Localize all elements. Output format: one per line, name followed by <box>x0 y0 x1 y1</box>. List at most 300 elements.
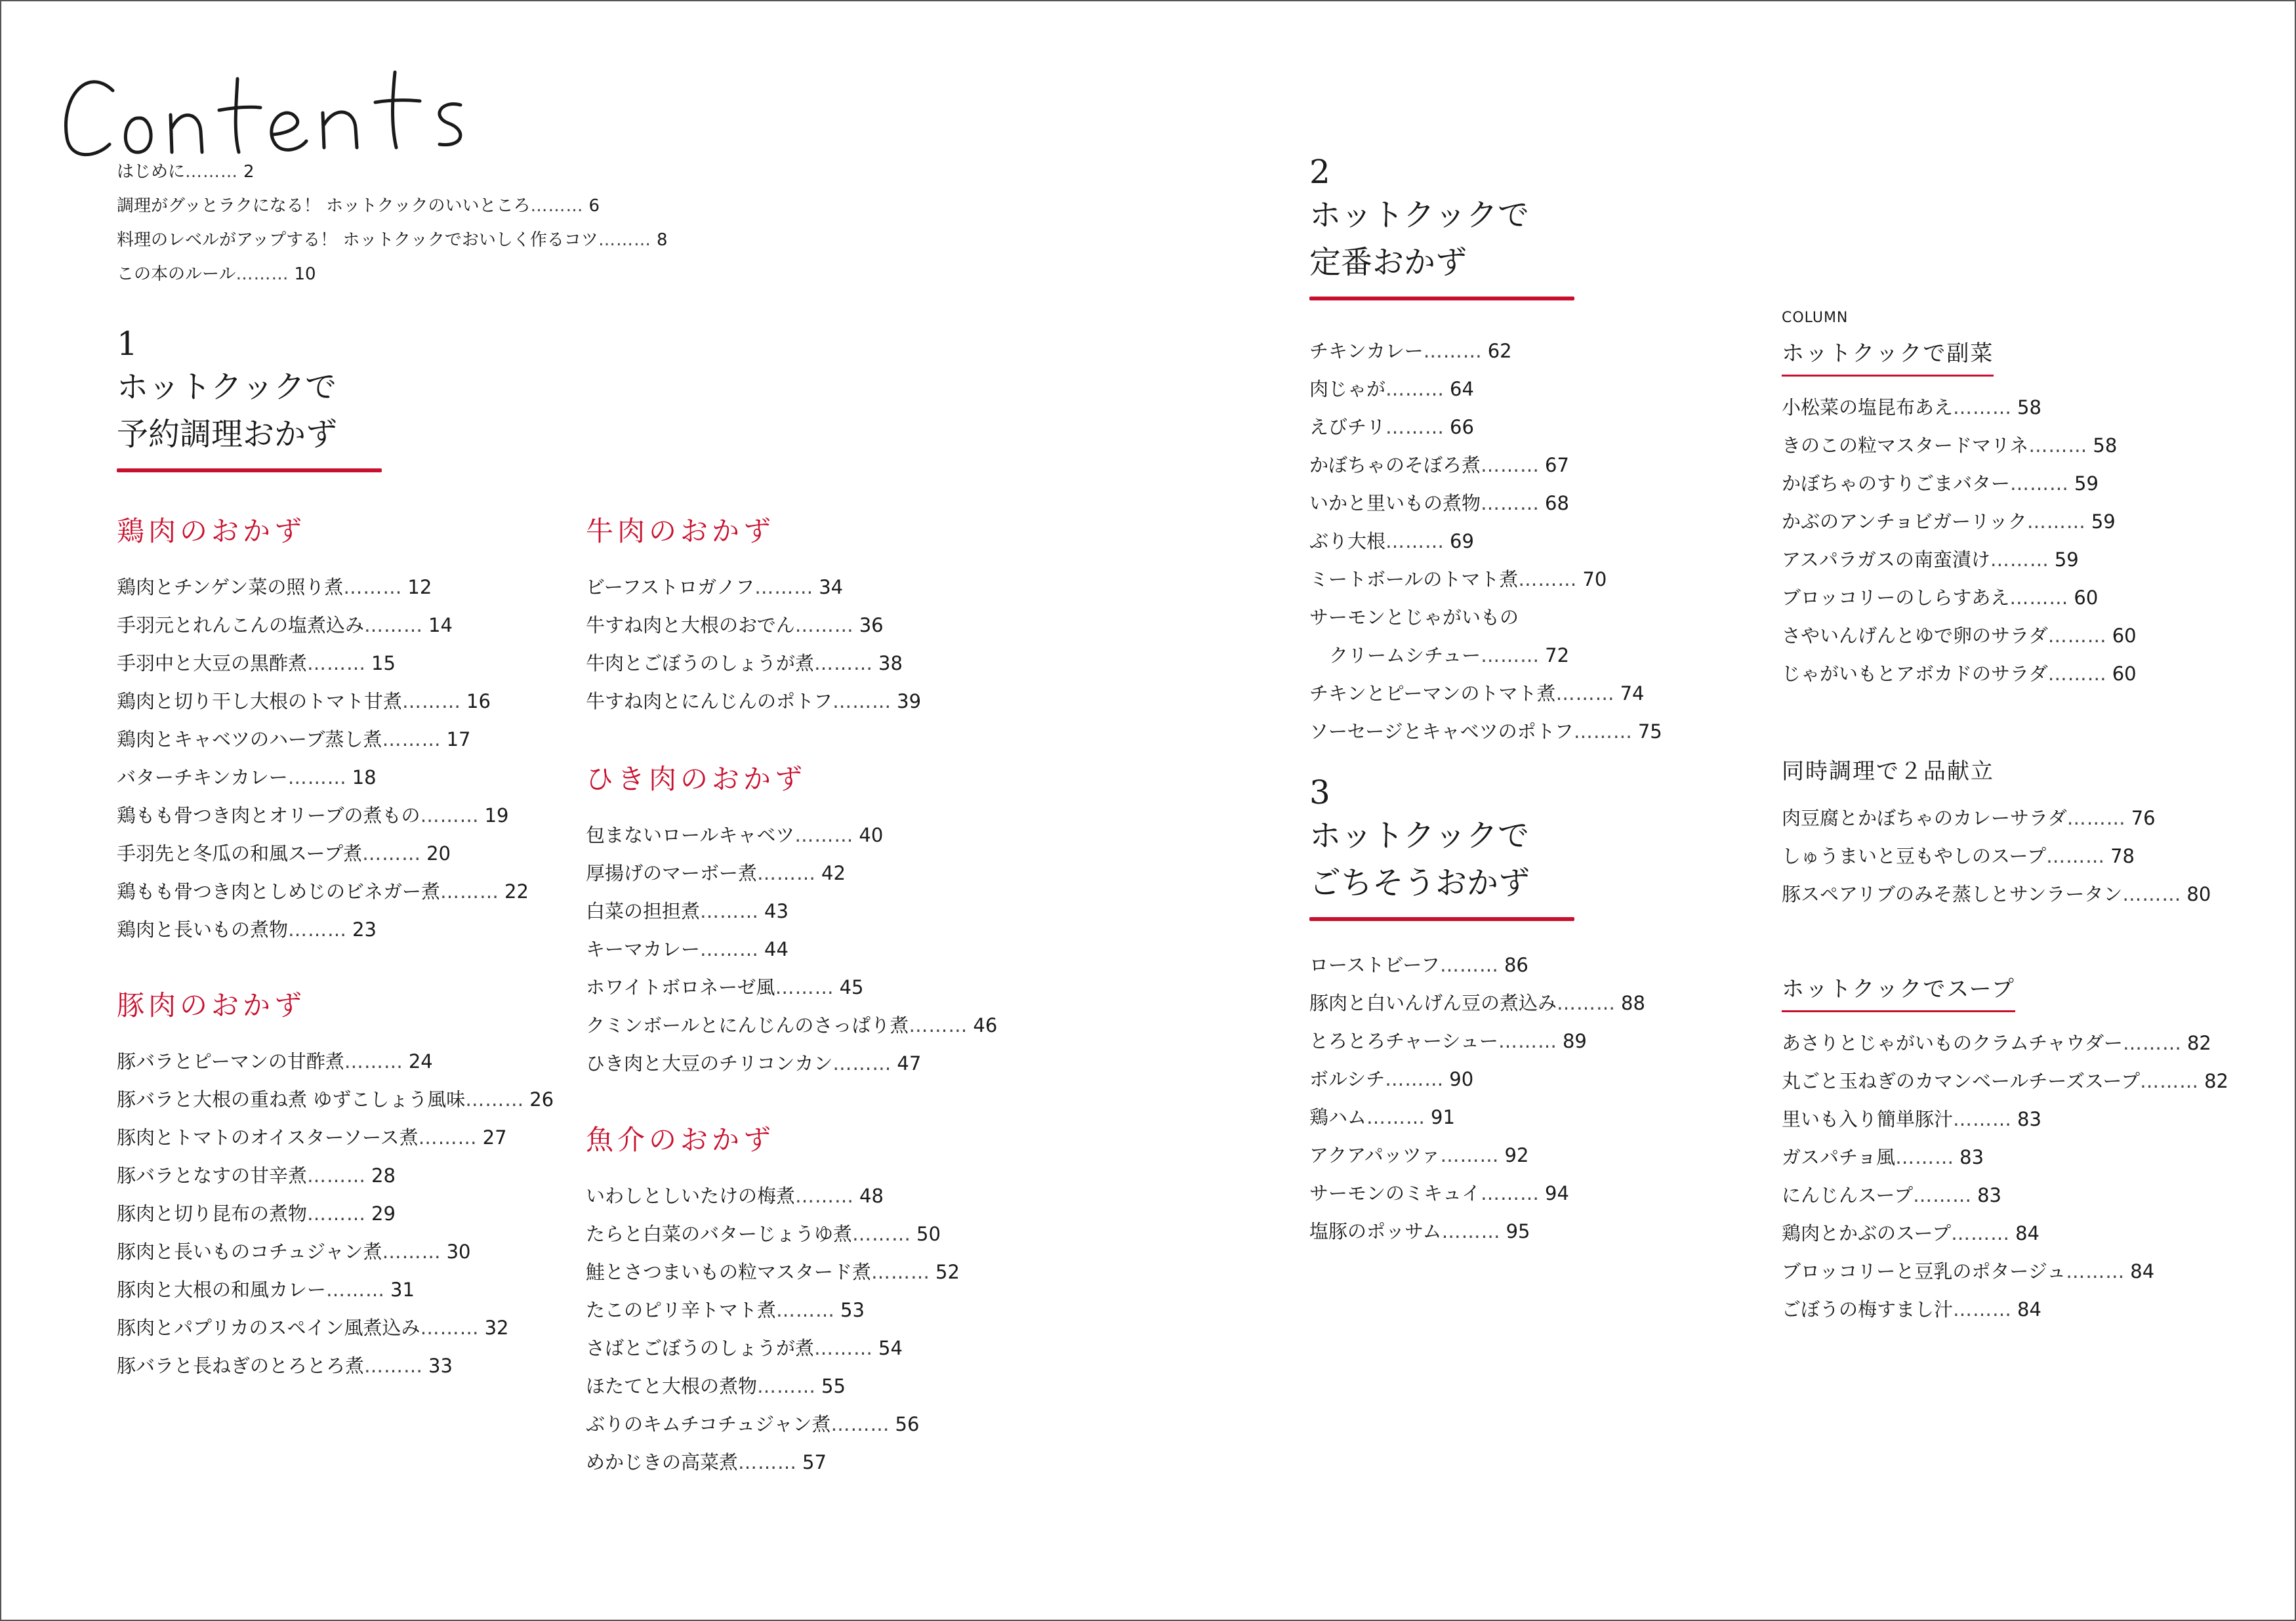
leader-dots: ……… <box>794 824 854 846</box>
leader-dots: ……… <box>2046 845 2106 867</box>
toc-entry[interactable] <box>117 1347 554 1385</box>
toc-entry-intro[interactable]: 調理がグッとラクになる！ ホットクックのいいところ……… 6 <box>117 196 600 216</box>
toc-entry-page: 42 <box>821 862 846 884</box>
list <box>1309 946 1645 1250</box>
leader-dots: ……… <box>2010 472 2070 495</box>
chapter-title-line1: ホットクックで <box>117 369 337 405</box>
toc-entry-page: 59 <box>2074 472 2099 495</box>
toc-entry-page: 80 <box>2186 883 2211 905</box>
column-heading: 同時調理で２品献立 <box>1782 758 1994 785</box>
toc-entry-page: 16 <box>466 690 491 712</box>
leader-dots: ……… <box>832 1052 892 1075</box>
toc-entry[interactable] <box>117 1309 554 1347</box>
toc-entry-label: アスパラガスの南蛮漬け <box>1782 548 1990 571</box>
toc-entry[interactable] <box>1782 388 2137 426</box>
toc-entry[interactable] <box>117 834 529 872</box>
toc-entry-label: えびチリ <box>1309 416 1386 438</box>
section-ground-meat <box>586 760 997 1082</box>
chapter-number: 3 <box>1309 773 1330 811</box>
leader-dots: ……… <box>382 1241 441 1263</box>
toc-entry-page: 19 <box>484 804 509 827</box>
leader-dots: ……… <box>307 652 367 674</box>
toc-entry-page: 60 <box>2074 586 2099 609</box>
toc-entry-label: 塩豚のポッサム <box>1309 1220 1442 1242</box>
toc-entry-page: 53 <box>840 1299 865 1321</box>
toc-entry-label: サーモンのミキュイ <box>1309 1182 1481 1204</box>
toc-entry[interactable] <box>586 1405 960 1443</box>
list <box>1309 332 1662 750</box>
toc-entry[interactable] <box>1309 984 1645 1022</box>
leader-dots: ……… <box>832 690 892 712</box>
section-heading: 豚肉のおかず <box>117 989 306 1021</box>
toc-entry-page: 14 <box>428 614 453 636</box>
toc-entry[interactable] <box>117 1233 554 1271</box>
toc-entry-label: 鶏もも骨つき肉としめじのビネガー煮 <box>117 880 441 903</box>
leader-dots: ……… <box>700 900 760 922</box>
leader-dots: ……… <box>757 862 817 884</box>
toc-entry-label: ブロッコリーと豆乳のポタージュ <box>1782 1260 2066 1282</box>
leader-dots: ……… <box>344 1050 403 1073</box>
leader-dots: ……… <box>775 976 834 998</box>
toc-entry-page: 50 <box>916 1223 941 1245</box>
toc-entry-page: 12 <box>407 576 432 598</box>
toc-entry-label: クミンボールとにんじんのさっぱり煮 <box>586 1014 909 1036</box>
toc-entry-page: 90 <box>1449 1068 1474 1090</box>
toc-entry-intro[interactable]: この本のルール……… 10 <box>117 264 316 284</box>
toc-entry-page: 60 <box>2112 625 2137 647</box>
toc-entry[interactable] <box>1782 1062 2228 1100</box>
toc-entry-page: 36 <box>859 614 884 636</box>
column-heading: ホットクックでスープ <box>1782 974 2015 1012</box>
toc-entry[interactable] <box>1782 875 2211 913</box>
toc-entry-page: 22 <box>504 880 529 903</box>
toc-entry-label: いかと里いもの煮物 <box>1309 492 1481 514</box>
leader-dots: ……… <box>795 1185 855 1207</box>
toc-entry-label: 豚バラとなすの甘辛煮 <box>117 1164 308 1187</box>
toc-entry[interactable] <box>1309 484 1662 522</box>
list <box>586 816 997 1082</box>
toc-entry[interactable] <box>586 606 921 644</box>
toc-entry-label: めかじきの高菜煮 <box>586 1451 739 1473</box>
toc-entry-page: 82 <box>2204 1070 2228 1092</box>
toc-entry-label: 鶏もも骨つき肉とオリーブの煮もの <box>117 804 420 827</box>
toc-entry[interactable] <box>1309 1098 1645 1136</box>
section-heading: 鶏肉のおかず <box>117 515 306 547</box>
leader-dots: ……… <box>1557 992 1616 1014</box>
toc-entry[interactable] <box>117 758 529 796</box>
toc-entry[interactable] <box>1782 426 2137 464</box>
leader-dots: ……… <box>2009 586 2069 609</box>
toc-entry-page: 44 <box>764 938 789 960</box>
toc-entry-page: 28 <box>371 1164 396 1187</box>
toc-entry[interactable] <box>1782 541 2137 579</box>
column-soups <box>1782 974 2228 1328</box>
toc-entry[interactable] <box>1309 1022 1645 1060</box>
toc-entry-label: バターチキンカレー <box>117 766 288 789</box>
toc-entry-page: 30 <box>446 1241 471 1263</box>
leader-dots: ……… <box>2047 625 2107 647</box>
toc-entry[interactable] <box>1309 446 1662 484</box>
toc-entry[interactable] <box>1782 503 2137 541</box>
toc-entry[interactable] <box>586 1329 960 1367</box>
toc-entry-label: 手羽先と冬瓜の和風スープ煮 <box>117 842 363 865</box>
toc-entry-page: 95 <box>1506 1220 1530 1242</box>
leader-dots: ……… <box>754 576 814 598</box>
toc-entry-page: 86 <box>1504 954 1528 976</box>
toc-entry-label: あさりとじゃがいものクラムチャウダー <box>1782 1032 2123 1054</box>
leader-dots: ……… <box>1385 416 1445 438</box>
toc-entry-label: 鶏肉とチンゲン菜の照り煮 <box>117 576 344 598</box>
toc-entry-label: ぶりのキムチコチュジャン煮 <box>586 1413 831 1435</box>
section-beef <box>586 512 921 720</box>
toc-entry-label: きのこの粒マスタードマリネ <box>1782 434 2029 457</box>
chapter-divider <box>1309 297 1574 300</box>
leader-dots: ……… <box>738 1451 798 1473</box>
chapter-title-line1: ホットクックで <box>1309 197 1530 234</box>
toc-entry-page: 40 <box>859 824 884 846</box>
toc-entry-label: ソーセージとキャベツのポトフ <box>1309 720 1574 743</box>
toc-entry-page: 84 <box>2017 1298 2041 1321</box>
toc-entry-page: 56 <box>895 1413 920 1435</box>
toc-entry-label: かぶのアンチョビガーリック <box>1782 510 2027 533</box>
toc-entry[interactable] <box>1309 712 1662 750</box>
toc-entry[interactable] <box>117 1271 554 1309</box>
toc-entry-page: 92 <box>1504 1144 1529 1166</box>
toc-entry-label: 丸ごと玉ねぎのカマンベールチーズスープ <box>1782 1070 2141 1092</box>
toc-entry-page: 94 <box>1545 1182 1569 1204</box>
leader-dots: ……… <box>420 804 480 827</box>
toc-entry-page: 27 <box>482 1126 507 1149</box>
toc-entry[interactable] <box>1782 799 2211 837</box>
toc-entry[interactable] <box>117 720 529 758</box>
toc-entry[interactable] <box>586 1044 997 1082</box>
toc-entry-page: 69 <box>1450 530 1474 552</box>
toc-entry[interactable] <box>586 568 921 606</box>
toc-entry[interactable] <box>117 568 529 606</box>
toc-entry[interactable] <box>586 682 921 720</box>
toc-entry[interactable] <box>1782 1100 2228 1138</box>
chapter-title-line2: ごちそうおかず <box>1309 865 1530 901</box>
toc-entry-page: 66 <box>1450 416 1474 438</box>
toc-entry-label: 豚肉とトマトのオイスターソース煮 <box>117 1126 419 1149</box>
chapter-2-list <box>1309 332 1662 750</box>
toc-entry-page: 46 <box>973 1014 998 1036</box>
toc-entry-label: チキンとピーマンのトマト煮 <box>1309 682 1556 705</box>
toc-entry-intro[interactable]: 料理のレベルがアップする！ ホットクックでおいしく作るコツ……… 8 <box>117 230 668 250</box>
toc-entry-page: 47 <box>897 1052 922 1075</box>
toc-entry[interactable] <box>586 1253 960 1291</box>
leader-dots: ……… <box>288 918 348 941</box>
leader-dots: ……… <box>402 690 462 712</box>
toc-entry[interactable] <box>117 644 529 682</box>
toc-entry-label: ガスパチョ風 <box>1782 1146 1896 1168</box>
chapter-title-line2: 予約調理おかず <box>117 416 338 453</box>
toc-entry-label: 手羽元とれんこんの塩煮込み <box>117 614 365 636</box>
toc-entry[interactable] <box>586 1443 960 1481</box>
leader-dots: ……… <box>1366 1106 1426 1128</box>
leader-dots: ……… <box>420 1317 480 1339</box>
toc-entry-page: 83 <box>1959 1146 1984 1168</box>
leader-dots: ……… <box>440 880 500 903</box>
toc-entry-page: 52 <box>935 1261 960 1283</box>
toc-entry-label: とろとろチャーシュー <box>1309 1030 1498 1052</box>
leader-dots: ……… <box>2122 883 2182 905</box>
toc-entry[interactable] <box>117 682 529 720</box>
leader-dots: ……… <box>2066 807 2126 829</box>
toc-entry-page: 26 <box>529 1088 554 1111</box>
toc-entry[interactable] <box>117 1042 554 1080</box>
toc-entry-label: 鶏肉と切り干し大根のトマト甘煮 <box>117 690 403 712</box>
leader-dots: ……… <box>2047 663 2107 685</box>
toc-entry-label: 牛すね肉と大根のおでん <box>586 614 795 636</box>
section-pork <box>117 986 554 1385</box>
leader-dots: ……… <box>2140 1070 2200 1092</box>
toc-entry[interactable] <box>586 854 997 892</box>
leader-dots: ……… <box>852 1223 912 1245</box>
toc-entry-label: ミートボールのトマト煮 <box>1309 568 1519 590</box>
toc-entry-label: ローストビーフ <box>1309 954 1440 976</box>
toc-entry[interactable] <box>1309 1136 1645 1174</box>
toc-entry[interactable] <box>586 1177 960 1215</box>
toc-entry[interactable] <box>586 1291 960 1329</box>
toc-entry-label: 鶏肉とかぶのスープ <box>1782 1222 1952 1244</box>
leader-dots: ……… <box>814 1337 874 1359</box>
toc-entry[interactable] <box>1782 655 2137 693</box>
toc-entry-label: 包まないロールキャベツ <box>586 824 795 846</box>
section-heading: ひき肉のおかず <box>586 763 807 795</box>
chapter-title-line1: ホットクックで <box>1309 817 1530 854</box>
toc-entry[interactable] <box>586 1215 960 1253</box>
leader-dots: ……… <box>1953 1108 2013 1130</box>
toc-entry[interactable] <box>586 816 997 854</box>
toc-entry-page: 82 <box>2186 1032 2211 1054</box>
toc-entry-page: 74 <box>1620 682 1645 705</box>
toc-entry-label: クリームシチュー <box>1329 644 1481 667</box>
toc-entry-label: 豚スペアリブのみそ蒸しとサンラータン <box>1782 883 2123 905</box>
toc-entry-page: 84 <box>2015 1222 2040 1244</box>
toc-entry-label: 牛すね肉とにんじんのポトフ <box>586 690 833 712</box>
leader-dots: ……… <box>362 842 422 865</box>
toc-entry[interactable] <box>586 968 997 1006</box>
toc-entry[interactable] <box>1309 1212 1645 1250</box>
leader-dots: ……… <box>1385 530 1445 552</box>
toc-entry-page: 39 <box>897 690 922 712</box>
leader-dots: ……… <box>418 1126 478 1149</box>
toc-entry-page: 88 <box>1621 992 1645 1014</box>
toc-entry-page: 59 <box>2091 510 2116 533</box>
list <box>1782 388 2137 693</box>
toc-entry[interactable] <box>117 1080 554 1118</box>
toc-entry[interactable] <box>117 1195 554 1233</box>
toc-entry[interactable] <box>117 796 529 834</box>
toc-entry-page: 76 <box>2131 807 2156 829</box>
intro-list <box>117 155 667 291</box>
column-two-dishes <box>1782 756 2211 913</box>
toc-entry[interactable] <box>1782 579 2137 617</box>
toc-entry[interactable] <box>117 606 529 644</box>
toc-entry[interactable] <box>1309 1060 1645 1098</box>
toc-entry-page: 68 <box>1545 492 1569 514</box>
toc-entry-label: 豚肉と切り昆布の煮物 <box>117 1202 308 1225</box>
section-heading: 牛肉のおかず <box>586 515 775 547</box>
leader-dots: ……… <box>1481 454 1540 476</box>
toc-entry[interactable] <box>117 1118 554 1157</box>
toc-entry[interactable] <box>1309 522 1662 560</box>
toc-entry[interactable] <box>1782 1252 2228 1290</box>
leader-dots: ……… <box>1573 720 1633 743</box>
toc-entry[interactable] <box>1309 598 1662 636</box>
leader-dots: ……… <box>757 1375 817 1397</box>
toc-entry[interactable] <box>1309 1174 1645 1212</box>
toc-entry-page: 15 <box>371 652 396 674</box>
toc-entry[interactable] <box>1782 1138 2228 1176</box>
leader-dots: ……… <box>1555 682 1615 705</box>
toc-entry-intro[interactable]: はじめに……… 2 <box>117 162 255 182</box>
toc-entry-label: 手羽中と大豆の黒酢煮 <box>117 652 308 674</box>
toc-entry-label: ボルシチ <box>1309 1068 1385 1090</box>
toc-entry-page: 70 <box>1582 568 1607 590</box>
list <box>1782 1024 2228 1328</box>
leader-dots: ……… <box>1481 1182 1540 1204</box>
toc-entry[interactable] <box>1782 1176 2228 1214</box>
toc-entry[interactable] <box>1782 464 2137 503</box>
toc-entry[interactable] <box>1782 1290 2228 1328</box>
toc-entry-label: 小松菜の塩昆布あえ <box>1782 396 1954 419</box>
toc-entry[interactable] <box>1782 837 2211 875</box>
toc-entry[interactable] <box>1309 636 1662 674</box>
toc-entry-page: 91 <box>1431 1106 1455 1128</box>
toc-entry[interactable] <box>586 1006 997 1044</box>
toc-entry-label: ひき肉と大豆のチリコンカン <box>586 1052 833 1075</box>
section-chicken <box>117 512 529 949</box>
leader-dots: ……… <box>1441 1220 1501 1242</box>
toc-entry-page: 60 <box>2112 663 2137 685</box>
toc-entry[interactable] <box>1309 946 1645 984</box>
toc-entry-page: 84 <box>2130 1260 2155 1282</box>
toc-entry-label: 豚肉と大根の和風カレー <box>117 1279 327 1301</box>
toc-entry-label: 肉豆腐とかぼちゃのカレーサラダ <box>1782 807 2067 829</box>
toc-entry-label: ブロッコリーのしらすあえ <box>1782 586 2010 609</box>
leader-dots: ……… <box>1951 1222 2011 1244</box>
toc-entry-page: 48 <box>859 1185 884 1207</box>
toc-entry-label: 豚肉とパプリカのスペイン風煮込み <box>117 1317 420 1339</box>
toc-entry-label: 鶏肉とキャベツのハーブ蒸し煮 <box>117 728 382 750</box>
toc-entry[interactable] <box>1309 408 1662 446</box>
leader-dots: ……… <box>1518 568 1578 590</box>
toc-entry-page: 24 <box>408 1050 433 1073</box>
toc-entry-label: かぼちゃのすりごまバター <box>1782 472 2011 495</box>
leader-dots: ……… <box>364 614 424 636</box>
leader-dots: ……… <box>1481 492 1540 514</box>
toc-entry[interactable] <box>1309 332 1662 370</box>
toc-entry-page: 83 <box>1977 1184 2002 1206</box>
leader-dots: ……… <box>1953 396 2013 419</box>
toc-entry-label: キーマカレー <box>586 938 701 960</box>
toc-entry[interactable] <box>1309 560 1662 598</box>
toc-entry-page: 23 <box>352 918 377 941</box>
toc-entry[interactable] <box>117 872 529 911</box>
toc-entry-page: 64 <box>1450 378 1474 400</box>
leader-dots: ……… <box>343 576 403 598</box>
toc-entry[interactable] <box>1309 674 1662 712</box>
toc-entry-label: ごぼうの梅すまし汁 <box>1782 1298 1954 1321</box>
toc-entry-page: 29 <box>371 1202 396 1225</box>
toc-entry[interactable] <box>1782 1024 2228 1062</box>
toc-entry-label: 豚バラと長ねぎのとろとろ煮 <box>117 1355 365 1377</box>
toc-entry-page: 83 <box>2017 1108 2041 1130</box>
toc-entry[interactable] <box>586 892 997 930</box>
list <box>117 568 529 949</box>
toc-entry-page: 54 <box>878 1337 903 1359</box>
leader-dots: ……… <box>700 938 760 960</box>
toc-entry-label: さやいんげんとゆで卵のサラダ <box>1782 625 2048 647</box>
toc-entry-label: 白菜の担担煮 <box>586 900 701 922</box>
leader-dots: ……… <box>326 1279 386 1301</box>
leader-dots: ……… <box>1895 1146 1955 1168</box>
leader-dots: ……… <box>382 728 441 750</box>
toc-entry-label: にんじんスープ <box>1782 1184 1914 1206</box>
toc-entry[interactable] <box>117 1157 554 1195</box>
leader-dots: ……… <box>814 652 874 674</box>
leader-dots: ……… <box>1439 954 1499 976</box>
list <box>586 568 921 720</box>
toc-entry-label: 豚肉と白いんげん豆の煮込み <box>1309 992 1557 1014</box>
toc-entry-label: 厚揚げのマーボー煮 <box>586 862 758 884</box>
toc-entry-label: 牛肉とごぼうのしょうが煮 <box>586 652 815 674</box>
toc-entry-label: 豚バラとピーマンの甘酢煮 <box>117 1050 344 1073</box>
leader-dots: ……… <box>1385 1068 1445 1090</box>
toc-entry-page: 55 <box>821 1375 846 1397</box>
toc-entry-page: 20 <box>426 842 451 865</box>
toc-entry-label: 鶏ハム <box>1309 1106 1367 1128</box>
toc-entry-page: 45 <box>839 976 864 998</box>
leader-dots: ……… <box>1440 1144 1500 1166</box>
chapter-3-list <box>1309 946 1645 1250</box>
leader-dots: ……… <box>2028 434 2088 457</box>
leader-dots: ……… <box>1385 378 1445 400</box>
toc-entry-page: 78 <box>2110 845 2135 867</box>
toc-entry-page: 75 <box>1637 720 1662 743</box>
toc-entry[interactable] <box>117 911 529 949</box>
list <box>1782 799 2211 913</box>
toc-entry[interactable] <box>586 930 997 968</box>
toc-entry[interactable] <box>586 644 921 682</box>
chapter-title-line2: 定番おかず <box>1309 244 1467 281</box>
leader-dots: ……… <box>794 614 854 636</box>
toc-entry-page: 33 <box>428 1355 453 1377</box>
toc-entry-label: チキンカレー <box>1309 340 1424 362</box>
section-seafood <box>586 1120 960 1481</box>
toc-entry[interactable] <box>1309 370 1662 408</box>
toc-entry-label: じゃがいもとアボカドのサラダ <box>1782 663 2048 685</box>
chapter-divider <box>1309 917 1574 921</box>
toc-entry-label: たこのピリ辛トマト煮 <box>586 1299 777 1321</box>
toc-entry-page: 72 <box>1545 644 1570 667</box>
toc-entry[interactable] <box>1782 1214 2228 1252</box>
leader-dots: ……… <box>1423 340 1483 362</box>
toc-entry-label: たらと白菜のバターじょうゆ煮 <box>586 1223 853 1245</box>
leader-dots: ……… <box>1953 1298 2013 1321</box>
leader-dots: ……… <box>364 1355 424 1377</box>
section-heading: 魚介のおかず <box>586 1124 775 1156</box>
toc-entry-page: 31 <box>390 1279 415 1301</box>
toc-entry[interactable] <box>1782 617 2137 655</box>
toc-entry-label: かぼちゃのそぼろ煮 <box>1309 454 1481 476</box>
leader-dots: ……… <box>307 1202 367 1225</box>
toc-entry[interactable] <box>586 1367 960 1405</box>
toc-entry-label: アクアパッツァ <box>1309 1144 1441 1166</box>
chapter-number: 2 <box>1309 153 1330 191</box>
